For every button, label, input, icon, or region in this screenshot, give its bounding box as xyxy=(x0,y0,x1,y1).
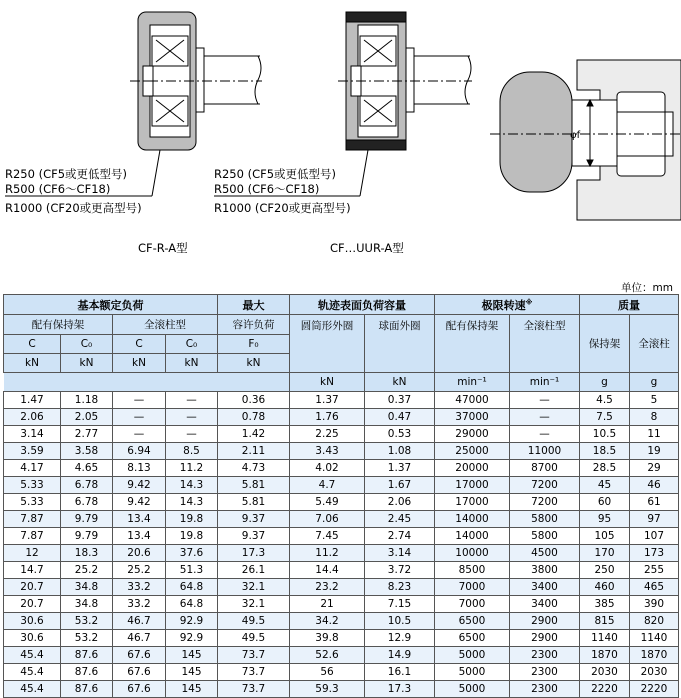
cell-speed-full: — xyxy=(510,392,580,409)
cell-cyl-outer: 4.7 xyxy=(290,477,365,494)
cell-c-full: 33.2 xyxy=(113,579,166,596)
head-mass-cage: 保持架 xyxy=(580,315,630,373)
cell-speed-cage: 37000 xyxy=(435,409,510,426)
spec-table-body xyxy=(4,392,679,698)
cell-c-full: 9.42 xyxy=(113,477,166,494)
cell-c-full: 46.7 xyxy=(113,613,166,630)
cell-c0-full: 145 xyxy=(166,647,218,664)
cell-c0-cage: 6.78 xyxy=(61,477,113,494)
cell-f0: 73.7 xyxy=(218,647,290,664)
left-caption: CF-R-A型 xyxy=(138,241,188,255)
cell-sph-outer: 8.23 xyxy=(365,579,435,596)
cell-sph-outer: 3.14 xyxy=(365,545,435,562)
head-with-cage: 配有保持架 xyxy=(4,315,113,335)
cell-sph-outer: 0.47 xyxy=(365,409,435,426)
head-speed-full-roller: 全滚柱型 xyxy=(510,315,580,373)
cell-mass-cage: 815 xyxy=(580,613,630,630)
cell-sph-outer: 17.3 xyxy=(365,681,435,698)
cell-c-cage: 7.87 xyxy=(4,528,61,545)
table-row xyxy=(4,545,679,562)
cell-mass-full: 2030 xyxy=(630,664,679,681)
cell-c-cage: 1.47 xyxy=(4,392,61,409)
cell-c-full: — xyxy=(113,392,166,409)
left-label-1: R250 (CF5或更低型号) xyxy=(5,167,128,181)
cell-c-full: 67.6 xyxy=(113,664,166,681)
cell-speed-cage: 6500 xyxy=(435,613,510,630)
speed-limit-mark: ※ xyxy=(525,297,533,306)
cell-c-full: — xyxy=(113,409,166,426)
unit-kn-2: kN xyxy=(61,354,113,373)
cell-c0-cage: 87.6 xyxy=(61,681,113,698)
unit-kn-5: kN xyxy=(218,354,290,373)
cell-mass-full: 107 xyxy=(630,528,679,545)
cell-cyl-outer: 2.25 xyxy=(290,426,365,443)
cell-speed-full: 5800 xyxy=(510,528,580,545)
cell-cyl-outer: 7.06 xyxy=(290,511,365,528)
cell-cyl-outer: 23.2 xyxy=(290,579,365,596)
cell-speed-cage: 5000 xyxy=(435,664,510,681)
left-label-2: R500 (CF6～CF18) xyxy=(5,182,111,196)
cell-c-full: 6.94 xyxy=(113,443,166,460)
cell-cyl-outer: 34.2 xyxy=(290,613,365,630)
cell-speed-full: 8700 xyxy=(510,460,580,477)
cell-c0-cage: 1.18 xyxy=(61,392,113,409)
cell-speed-cage: 29000 xyxy=(435,426,510,443)
cell-f0: 2.11 xyxy=(218,443,290,460)
cell-mass-cage: 60 xyxy=(580,494,630,511)
cell-speed-full: 3400 xyxy=(510,579,580,596)
table-row xyxy=(4,409,679,426)
cell-c-full: 13.4 xyxy=(113,528,166,545)
cell-speed-cage: 14000 xyxy=(435,511,510,528)
cell-speed-cage: 25000 xyxy=(435,443,510,460)
table-row xyxy=(4,494,679,511)
cell-c-cage: 45.4 xyxy=(4,681,61,698)
cell-sph-outer: 2.45 xyxy=(365,511,435,528)
table-row xyxy=(4,477,679,494)
cell-c0-cage: 87.6 xyxy=(61,664,113,681)
cell-c0-cage: 53.2 xyxy=(61,630,113,647)
unit-min-2: min⁻¹ xyxy=(510,373,580,392)
cell-speed-cage: 20000 xyxy=(435,460,510,477)
cell-mass-cage: 2220 xyxy=(580,681,630,698)
sym-c-2: C xyxy=(113,335,166,354)
cell-speed-full: 2300 xyxy=(510,647,580,664)
cell-c0-full: 145 xyxy=(166,681,218,698)
table-row xyxy=(4,426,679,443)
cell-c0-full: 64.8 xyxy=(166,596,218,613)
unit-row-spacer xyxy=(4,373,290,392)
cell-cyl-outer: 5.49 xyxy=(290,494,365,511)
cell-c-cage: 20.7 xyxy=(4,579,61,596)
cell-c-cage: 30.6 xyxy=(4,630,61,647)
cell-c-full: 46.7 xyxy=(113,630,166,647)
cell-mass-full: 390 xyxy=(630,596,679,613)
cell-mass-cage: 28.5 xyxy=(580,460,630,477)
cell-c-cage: 3.59 xyxy=(4,443,61,460)
cell-cyl-outer: 59.3 xyxy=(290,681,365,698)
cell-mass-full: 97 xyxy=(630,511,679,528)
head-speed-limit xyxy=(435,295,580,315)
cell-sph-outer: 7.15 xyxy=(365,596,435,613)
cell-c0-full: 19.8 xyxy=(166,528,218,545)
table-row xyxy=(4,596,679,613)
cell-speed-full: 2900 xyxy=(510,613,580,630)
cell-sph-outer: 1.67 xyxy=(365,477,435,494)
cell-mass-cage: 250 xyxy=(580,562,630,579)
cell-c0-full: 92.9 xyxy=(166,613,218,630)
cell-mass-cage: 170 xyxy=(580,545,630,562)
sym-f0: F₀ xyxy=(218,335,290,354)
cell-f0: 49.5 xyxy=(218,613,290,630)
cell-mass-full: 29 xyxy=(630,460,679,477)
cell-cyl-outer: 52.6 xyxy=(290,647,365,664)
cell-c0-full: — xyxy=(166,426,218,443)
cell-speed-cage: 5000 xyxy=(435,647,510,664)
unit-kn-4: kN xyxy=(166,354,218,373)
cell-speed-full: 3400 xyxy=(510,596,580,613)
cell-speed-cage: 47000 xyxy=(435,392,510,409)
cell-sph-outer: 2.06 xyxy=(365,494,435,511)
cell-speed-cage: 17000 xyxy=(435,494,510,511)
table-row xyxy=(4,630,679,647)
cell-c-cage: 30.6 xyxy=(4,613,61,630)
cell-mass-cage: 7.5 xyxy=(580,409,630,426)
cell-f0: 17.3 xyxy=(218,545,290,562)
cell-f0: 49.5 xyxy=(218,630,290,647)
cell-speed-full: — xyxy=(510,426,580,443)
cell-c-cage: 7.87 xyxy=(4,511,61,528)
cell-c0-full: 14.3 xyxy=(166,477,218,494)
cell-mass-full: 61 xyxy=(630,494,679,511)
cell-sph-outer: 12.9 xyxy=(365,630,435,647)
head-max-load: 最大 xyxy=(218,295,290,315)
cell-c0-cage: 9.79 xyxy=(61,511,113,528)
cell-c0-cage: 53.2 xyxy=(61,613,113,630)
sym-c0-2: C₀ xyxy=(166,335,218,354)
cell-cyl-outer: 11.2 xyxy=(290,545,365,562)
sym-c-1: C xyxy=(4,335,61,354)
unit-kn-7: kN xyxy=(365,373,435,392)
table-row xyxy=(4,443,679,460)
cell-mass-full: 255 xyxy=(630,562,679,579)
cell-c0-cage: 4.65 xyxy=(61,460,113,477)
cell-mass-full: 11 xyxy=(630,426,679,443)
cell-c0-full: 8.5 xyxy=(166,443,218,460)
middle-label-1: R250 (CF5或更低型号) xyxy=(214,167,337,181)
cell-mass-cage: 460 xyxy=(580,579,630,596)
table-row xyxy=(4,562,679,579)
cell-c-full: 25.2 xyxy=(113,562,166,579)
cell-c-cage: 14.7 xyxy=(4,562,61,579)
cell-speed-full: 4500 xyxy=(510,545,580,562)
cell-mass-full: 173 xyxy=(630,545,679,562)
cell-c0-cage: 18.3 xyxy=(61,545,113,562)
cell-c-cage: 2.06 xyxy=(4,409,61,426)
cell-c-cage: 45.4 xyxy=(4,664,61,681)
cell-speed-full: 3800 xyxy=(510,562,580,579)
cell-c-cage: 4.17 xyxy=(4,460,61,477)
cell-c-cage: 5.33 xyxy=(4,494,61,511)
cell-c-full: 20.6 xyxy=(113,545,166,562)
cell-sph-outer: 10.5 xyxy=(365,613,435,630)
cell-sph-outer: 0.53 xyxy=(365,426,435,443)
cell-c0-cage: 6.78 xyxy=(61,494,113,511)
cell-f0: 73.7 xyxy=(218,681,290,698)
sym-c0-1: C₀ xyxy=(61,335,113,354)
unit-note: 单位：mm xyxy=(621,282,673,294)
cell-c-full: 13.4 xyxy=(113,511,166,528)
right-mounting-drawing xyxy=(490,60,681,220)
cell-mass-cage: 95 xyxy=(580,511,630,528)
cell-speed-full: — xyxy=(510,409,580,426)
cell-cyl-outer: 39.8 xyxy=(290,630,365,647)
cell-c-full: — xyxy=(113,426,166,443)
table-row xyxy=(4,681,679,698)
cell-c-full: 8.13 xyxy=(113,460,166,477)
cell-speed-full: 2900 xyxy=(510,630,580,647)
cell-c0-full: 145 xyxy=(166,664,218,681)
unit-g-2: g xyxy=(630,373,679,392)
cell-c0-cage: 34.8 xyxy=(61,596,113,613)
cell-sph-outer: 16.1 xyxy=(365,664,435,681)
cell-sph-outer: 14.9 xyxy=(365,647,435,664)
cell-speed-full: 11000 xyxy=(510,443,580,460)
cell-c-full: 67.6 xyxy=(113,681,166,698)
table-row xyxy=(4,511,679,528)
cell-speed-cage: 7000 xyxy=(435,596,510,613)
cell-mass-cage: 18.5 xyxy=(580,443,630,460)
head-track-load: 轨迹表面负荷容量 xyxy=(290,295,435,315)
cell-speed-full: 2300 xyxy=(510,664,580,681)
cell-mass-full: 8 xyxy=(630,409,679,426)
cell-c0-full: 92.9 xyxy=(166,630,218,647)
cell-sph-outer: 3.72 xyxy=(365,562,435,579)
spec-table xyxy=(3,294,679,698)
head-spherical-outer: 球面外圈 xyxy=(365,315,435,373)
middle-caption: CF…UUR-A型 xyxy=(330,241,404,255)
cell-f0: 9.37 xyxy=(218,511,290,528)
cell-c0-full: 64.8 xyxy=(166,579,218,596)
cell-mass-full: 1140 xyxy=(630,630,679,647)
cell-f0: 5.81 xyxy=(218,477,290,494)
cell-speed-cage: 5000 xyxy=(435,681,510,698)
cell-speed-cage: 17000 xyxy=(435,477,510,494)
cell-speed-full: 5800 xyxy=(510,511,580,528)
cell-c0-cage: 87.6 xyxy=(61,647,113,664)
cell-c-cage: 5.33 xyxy=(4,477,61,494)
cell-c0-full: 37.6 xyxy=(166,545,218,562)
head-max-load-2: 容许负荷 xyxy=(218,315,290,335)
cell-c0-cage: 9.79 xyxy=(61,528,113,545)
unit-min-1: min⁻¹ xyxy=(435,373,510,392)
cell-c0-full: 51.3 xyxy=(166,562,218,579)
drawings-area xyxy=(0,0,681,280)
cell-c0-cage: 25.2 xyxy=(61,562,113,579)
cell-mass-full: 19 xyxy=(630,443,679,460)
unit-g-1: g xyxy=(580,373,630,392)
cell-mass-cage: 105 xyxy=(580,528,630,545)
cell-sph-outer: 0.37 xyxy=(365,392,435,409)
cell-cyl-outer: 1.37 xyxy=(290,392,365,409)
right-dim-label: φf xyxy=(570,130,581,141)
cell-speed-cage: 8500 xyxy=(435,562,510,579)
cell-f0: 4.73 xyxy=(218,460,290,477)
head-speed-with-cage: 配有保持架 xyxy=(435,315,510,373)
cell-mass-cage: 2030 xyxy=(580,664,630,681)
cell-f0: 32.1 xyxy=(218,579,290,596)
speed-limit-text: 极限转速 xyxy=(481,298,526,312)
table-row xyxy=(4,613,679,630)
table-row xyxy=(4,579,679,596)
cell-speed-full: 2300 xyxy=(510,681,580,698)
cell-mass-full: 1870 xyxy=(630,647,679,664)
table-row xyxy=(4,664,679,681)
cell-mass-cage: 385 xyxy=(580,596,630,613)
cell-c0-full: 14.3 xyxy=(166,494,218,511)
cell-c-cage: 3.14 xyxy=(4,426,61,443)
cell-speed-cage: 7000 xyxy=(435,579,510,596)
cell-cyl-outer: 4.02 xyxy=(290,460,365,477)
left-label-3: R1000 (CF20或更高型号) xyxy=(5,201,142,215)
cell-f0: 32.1 xyxy=(218,596,290,613)
cell-speed-cage: 6500 xyxy=(435,630,510,647)
cell-mass-full: 5 xyxy=(630,392,679,409)
cell-mass-cage: 1140 xyxy=(580,630,630,647)
head-mass-full: 全滚柱 xyxy=(630,315,679,373)
cell-c-cage: 45.4 xyxy=(4,647,61,664)
cell-f0: 26.1 xyxy=(218,562,290,579)
cell-speed-cage: 14000 xyxy=(435,528,510,545)
cell-sph-outer: 1.08 xyxy=(365,443,435,460)
cell-cyl-outer: 1.76 xyxy=(290,409,365,426)
unit-kn-3: kN xyxy=(113,354,166,373)
cell-mass-full: 465 xyxy=(630,579,679,596)
cell-f0: 73.7 xyxy=(218,664,290,681)
cell-c0-cage: 2.05 xyxy=(61,409,113,426)
head-mass: 质量 xyxy=(580,295,679,315)
cell-cyl-outer: 3.43 xyxy=(290,443,365,460)
cell-f0: 0.36 xyxy=(218,392,290,409)
cell-c-full: 9.42 xyxy=(113,494,166,511)
table-row xyxy=(4,647,679,664)
cell-sph-outer: 2.74 xyxy=(365,528,435,545)
cell-cyl-outer: 7.45 xyxy=(290,528,365,545)
cell-mass-full: 820 xyxy=(630,613,679,630)
cell-c0-cage: 34.8 xyxy=(61,579,113,596)
head-cylindrical-outer: 圆筒形外圈 xyxy=(290,315,365,373)
cell-f0: 1.42 xyxy=(218,426,290,443)
table-row xyxy=(4,392,679,409)
cell-c0-full: — xyxy=(166,392,218,409)
cell-c-cage: 20.7 xyxy=(4,596,61,613)
head-full-roller: 全滚柱型 xyxy=(113,315,218,335)
cell-mass-cage: 1870 xyxy=(580,647,630,664)
cell-cyl-outer: 14.4 xyxy=(290,562,365,579)
cell-c-cage: 12 xyxy=(4,545,61,562)
cell-f0: 0.78 xyxy=(218,409,290,426)
cell-c0-full: 11.2 xyxy=(166,460,218,477)
cell-speed-full: 7200 xyxy=(510,477,580,494)
cell-sph-outer: 1.37 xyxy=(365,460,435,477)
cell-c0-full: 19.8 xyxy=(166,511,218,528)
table-row xyxy=(4,460,679,477)
middle-label-3: R1000 (CF20或更高型号) xyxy=(214,201,351,215)
head-basic-load: 基本额定负荷 xyxy=(4,295,218,315)
cell-mass-cage: 10.5 xyxy=(580,426,630,443)
cell-mass-full: 2220 xyxy=(630,681,679,698)
cell-c0-full: — xyxy=(166,409,218,426)
cell-c-full: 33.2 xyxy=(113,596,166,613)
cell-cyl-outer: 21 xyxy=(290,596,365,613)
cell-f0: 9.37 xyxy=(218,528,290,545)
cell-c0-cage: 3.58 xyxy=(61,443,113,460)
cell-c-full: 67.6 xyxy=(113,647,166,664)
cell-mass-full: 46 xyxy=(630,477,679,494)
cell-mass-cage: 45 xyxy=(580,477,630,494)
unit-kn-6: kN xyxy=(290,373,365,392)
table-row xyxy=(4,528,679,545)
cell-cyl-outer: 56 xyxy=(290,664,365,681)
cell-mass-cage: 4.5 xyxy=(580,392,630,409)
middle-label-2: R500 (CF6～CF18) xyxy=(214,182,320,196)
cell-f0: 5.81 xyxy=(218,494,290,511)
cell-speed-full: 7200 xyxy=(510,494,580,511)
cell-c0-cage: 2.77 xyxy=(61,426,113,443)
cell-speed-cage: 10000 xyxy=(435,545,510,562)
unit-kn-1: kN xyxy=(4,354,61,373)
